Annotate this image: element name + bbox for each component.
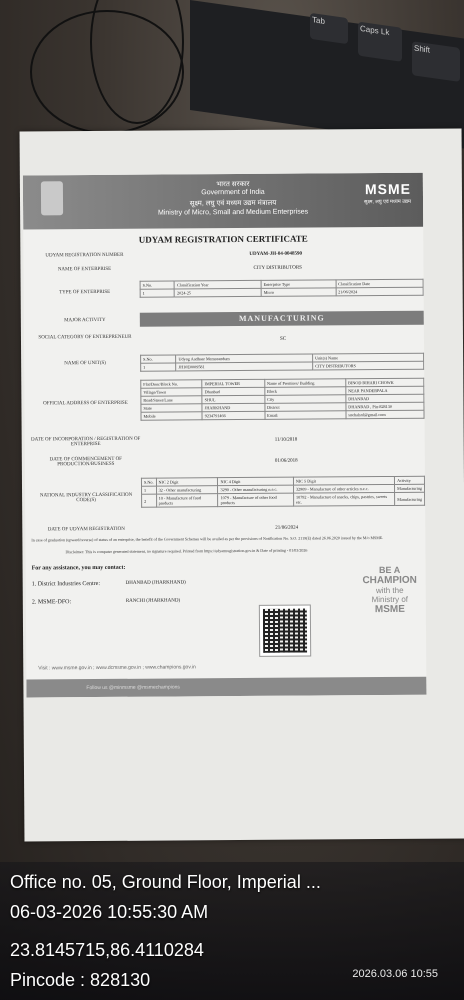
table-cell: 10792 - Manufacture of snacks, chips, pastries, sweets etc.	[293, 492, 394, 506]
table-cell: Village/Town	[141, 388, 202, 396]
commencement-label: DATE OF COMMENCEMENT OF PRODUCTION/BUSINESS	[49, 456, 122, 468]
table-header: S.No.	[141, 478, 156, 486]
table-cell: BINOD BIHARI CHOWK	[346, 378, 424, 387]
header-band	[23, 173, 423, 230]
msme-logo: MSME	[364, 180, 411, 198]
visit-links: Visit : www.msme.gov.in ; www.dcmsme.gov.in ; www.champions.gov.in	[38, 664, 196, 672]
table-cell: DHANBAD , Pin-828130	[346, 402, 424, 411]
table-cell: District	[265, 403, 346, 412]
key-label: Caps Lk	[360, 23, 390, 38]
qr-code	[260, 606, 310, 656]
table-cell: 1	[140, 289, 174, 297]
champion-line: with the	[375, 585, 404, 596]
certificate-title: UDYAM REGISTRATION CERTIFICATE	[138, 233, 308, 245]
social-category: SC	[279, 336, 287, 342]
table-cell: State	[141, 404, 202, 412]
table-header: S.No.	[141, 355, 176, 363]
address-label: OFFICIAL ADDRESS OF ENTERPRISE	[43, 400, 128, 407]
table-cell: DHANBAD	[346, 394, 424, 403]
hindi-ministry: सूक्ष्म, लघु एवं मध्यम उद्यम मंत्रालय	[189, 199, 277, 208]
table-cell: Block	[264, 387, 345, 396]
enterprise-name: CITY DISTRIBUTORS	[253, 265, 302, 271]
key-caps	[358, 22, 402, 62]
table-row	[141, 361, 424, 371]
commencement-date: 01/06/2018	[274, 458, 298, 464]
units-label: NAME OF UNIT(S)	[64, 360, 106, 367]
champion-line: BE A	[378, 564, 401, 576]
table-header: NIC 4 Digit	[218, 477, 293, 486]
reg-no: UDYAM-JH-04-0048590	[249, 251, 303, 257]
table-cell: 1	[141, 363, 176, 371]
table-header: Unit(s) Name	[313, 353, 424, 362]
table-cell: 2	[142, 494, 157, 507]
table-cell: JH10E0009581	[176, 362, 313, 371]
overlay-address: Office no. 05, Ground Floor, Imperial ...	[10, 872, 321, 892]
table-cell: City	[265, 395, 346, 404]
table-row	[140, 287, 423, 297]
contact-dic-label: 1. District Industries Centre:	[31, 581, 101, 588]
table-cell: JHARKHAND	[202, 403, 264, 411]
table-cell: Road/Street/Lane	[141, 396, 202, 404]
overlay-pincode: Pincode : 828130	[10, 970, 151, 990]
english-gov: Government of India	[201, 188, 265, 197]
units-table	[140, 353, 424, 372]
reg-no-label: UDYAM REGISTRATION NUMBER	[45, 252, 124, 259]
enterprise-label: NAME OF ENTERPRISE	[57, 266, 112, 273]
incorporation-label: DATE OF INCORPORATION / REGISTRATION OF ENTERPRISE	[31, 436, 141, 448]
table-cell: Manufacturing	[395, 484, 425, 492]
assistance-title: For any assistance, you may contact:	[31, 564, 126, 572]
hindi-gov: भारत सरकार	[216, 180, 250, 189]
table-cell: 1079 - Manufacture of other food products	[218, 493, 294, 507]
table-cell: Manufacturing	[395, 492, 425, 505]
contact-dic-value: DHANBAD (JHARKHAND)	[125, 580, 186, 586]
table-row	[142, 492, 425, 507]
follow-text: Follow us @minmsme @msmechampions	[86, 684, 180, 692]
notice: In case of graduation (upward/reverse) of status of an enterprise, the benefit of the Government Schemes will be availed as per the provisions of Notification No. S.O. 2119(E) dated 26.06.2020 issued by the M/o MSME.	[31, 535, 384, 543]
table-header: Udyog Aadhaar Memorandum	[176, 354, 313, 363]
table-row	[141, 410, 424, 420]
key-tab	[310, 13, 348, 44]
table-cell: SHUL	[202, 395, 264, 403]
table-header: Classification Date	[336, 279, 424, 288]
table-cell: 32909 - Manufacture of other articles n.e.c.	[293, 484, 394, 493]
table-cell: NEAR PANDERPALA	[346, 386, 424, 395]
key-label: Shift	[414, 43, 431, 55]
table-header: Classification Year	[174, 280, 261, 289]
table-cell: snehalsnl@gmail.com	[346, 410, 424, 419]
overlay-datetime: 06-03-2026 10:55:30 AM	[10, 902, 209, 922]
key-shift	[412, 41, 460, 82]
champion-line: MSME	[374, 603, 405, 616]
certificate	[23, 173, 427, 698]
contact-dfo-label: 2. MSME-DFO:	[31, 599, 72, 606]
nic-label: NATIONAL INDUSTRY CLASSIFICATION CODE(S)	[39, 492, 133, 504]
champion-line: CHAMPION	[362, 574, 417, 587]
table-header: Activity	[395, 476, 425, 484]
incorporation-date: 11/10/2018	[274, 437, 298, 443]
paper-sheet	[20, 128, 464, 841]
table-cell: IMPERIAL TOWER	[202, 379, 264, 387]
table-cell: 2024-25	[175, 288, 262, 297]
overlay-coords: 23.8145715,86.4110284	[10, 940, 204, 960]
table-header: Enterprise Type	[261, 280, 336, 289]
table-cell: Flat/Door/Block No.	[141, 380, 202, 388]
table-cell: 1	[142, 486, 157, 494]
table-cell: CITY DISTRIBUTORS	[313, 361, 424, 370]
table-cell: 32 - Other manufacturing	[156, 486, 218, 494]
table-cell: Mobile	[141, 412, 202, 420]
udyam-date-label: DATE OF UDYAM REGISTRATION	[47, 526, 125, 533]
table-cell: 9234791466	[202, 411, 264, 419]
champion-badge	[354, 565, 426, 636]
table-header: NIC 2 Digit	[156, 478, 218, 486]
contact-dfo-value: RANCHI (JHARKHAND)	[125, 598, 181, 604]
table-cell: Micro	[261, 288, 336, 297]
camera-timestamp: 2026.03.06 10:55	[352, 968, 438, 980]
table-header: NIC 5 Digit	[293, 476, 394, 485]
table-cell: 3290 - Other manufacturing n.e.c.	[218, 485, 293, 494]
national-emblem-icon	[41, 181, 63, 215]
table-header: S.No.	[140, 281, 174, 289]
udyam-date: 21/06/2024	[275, 525, 299, 531]
table-cell: Email:	[265, 411, 346, 420]
social-label: SOCIAL CATEGORY OF ENTREPRENEUR	[38, 334, 132, 341]
champion-line: Ministry of	[371, 594, 409, 605]
address-table	[140, 378, 424, 421]
table-cell: Name of Premises/ Building	[264, 379, 345, 388]
type-table	[140, 279, 424, 298]
table-cell: 10 - Manufacture of food products	[156, 494, 218, 507]
disclaimer: Disclaimer: This is computer generated statement, no signature required. Printed from https://udyamregistration.gov.in & Date of printing - 01/03/2026	[65, 547, 308, 555]
key-label: Tab	[312, 15, 325, 26]
nic-table	[141, 476, 425, 508]
table-cell: 21/06/2024	[336, 287, 424, 296]
major-activity: MANUFACTURING	[140, 311, 424, 327]
type-label: TYPE OF ENTERPRISE	[59, 289, 111, 296]
table-cell: Dhanbad	[202, 387, 264, 395]
footer-band	[26, 677, 426, 698]
english-ministry: Ministry of Micro, Small and Medium Enterprises	[157, 208, 309, 217]
msme-logo-sub: सूक्ष्म, लघु एवं मध्यम उद्यम	[363, 198, 412, 206]
major-activity-label: MAJOR ACTIVITY	[64, 317, 106, 324]
